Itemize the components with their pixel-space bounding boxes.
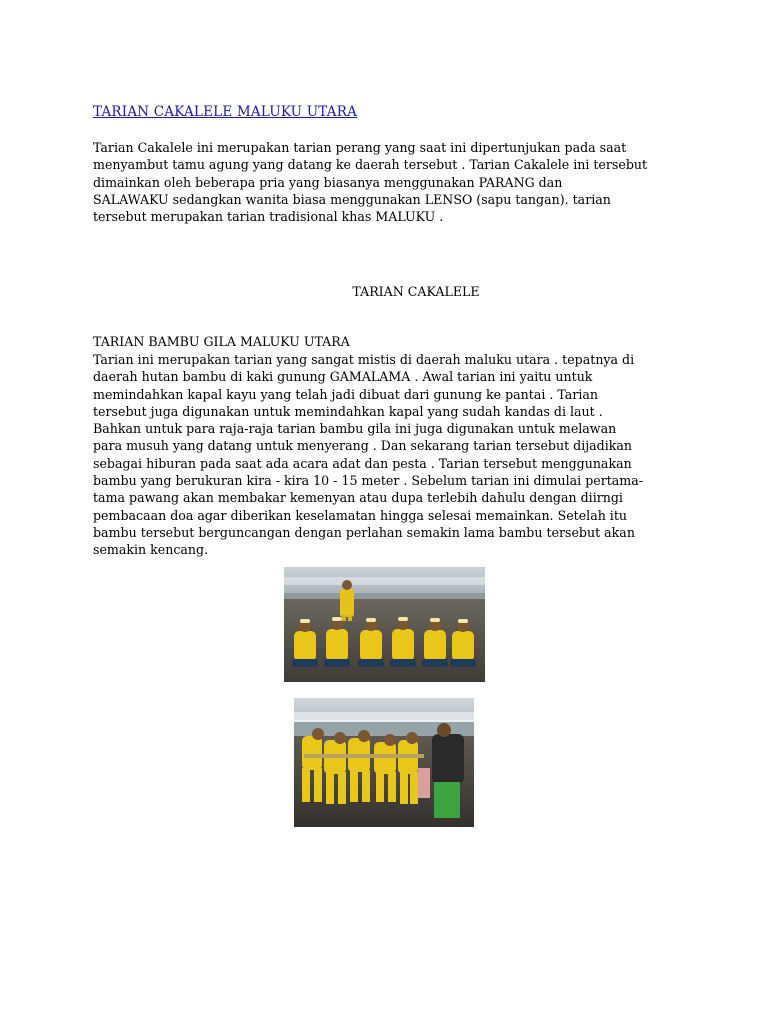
body-line: semakin kencang. bbox=[93, 542, 209, 558]
article-title-link[interactable]: TARIAN CAKALELE MALUKU UTARA bbox=[93, 104, 358, 120]
intro-line: tersebut merupakan tarian tradisional khas MALUKU . bbox=[93, 209, 444, 225]
intro-line: Tarian Cakalele ini merupakan tarian perang yang saat ini dipertunjukan pada saat bbox=[93, 140, 627, 155]
body-line: bambu yang berukuran kira - kira 10 - 15 meter . Sebelum tarian ini dimulai pertama- bbox=[93, 473, 644, 489]
body-line: bambu tersebut berguncangan dengan perlahan semakin lama bambu tersebut akan bbox=[93, 524, 635, 540]
body-line: Tarian ini merupakan tarian yang sangat mistis di daerah maluku utara . tepatnya di bbox=[93, 352, 635, 367]
body-line: daerah hutan bambu di kaki gunung GAMALAMA . Awal tarian ini yaitu untuk bbox=[93, 369, 593, 385]
bamboo-dance-photo bbox=[294, 698, 474, 827]
body-line: sebagai hiburan pada saat ada acara adat dan pesta . Tarian tersebut menggunakan bbox=[93, 455, 632, 471]
body-line: tama pawang akan membakar kemenyan atau dupa terlebih dahulu dengan diirngi bbox=[93, 490, 623, 506]
image-caption: TARIAN CAKALELE bbox=[352, 284, 480, 299]
dancers-kneeling-photo bbox=[284, 567, 485, 682]
intro-line: SALAWAKU sedangkan wanita biasa menggunakan LENSO (sapu tangan). tarian bbox=[93, 191, 611, 207]
body-line: memindahkan kapal kayu yang telah jadi dibuat dari gunung ke pantai . Tarian bbox=[93, 386, 598, 402]
body-paragraph bbox=[93, 351, 678, 559]
body-line: tersebut juga digunakan untuk memindahkan kapal yang sudah kandas di laut . bbox=[93, 403, 603, 419]
intro-paragraph bbox=[93, 139, 678, 225]
intro-line: dimainkan oleh beberapa pria yang biasanya menggunakan PARANG dan bbox=[93, 174, 563, 190]
body-line: Bahkan untuk para raja-raja tarian bambu gila ini juga digunakan untuk melawan bbox=[93, 421, 617, 437]
intro-line: menyambut tamu agung yang datang ke daerah tersebut . Tarian Cakalele ini tersebut bbox=[93, 157, 648, 173]
body-line: pembacaan doa agar diberikan keselamatan hingga selesai memainkan. Setelah itu bbox=[93, 507, 628, 523]
body-line: para musuh yang datang untuk menyerang . Dan sekarang tarian tersebut dijadikan bbox=[93, 438, 633, 454]
section-heading: TARIAN BAMBU GILA MALUKU UTARA bbox=[93, 334, 350, 349]
